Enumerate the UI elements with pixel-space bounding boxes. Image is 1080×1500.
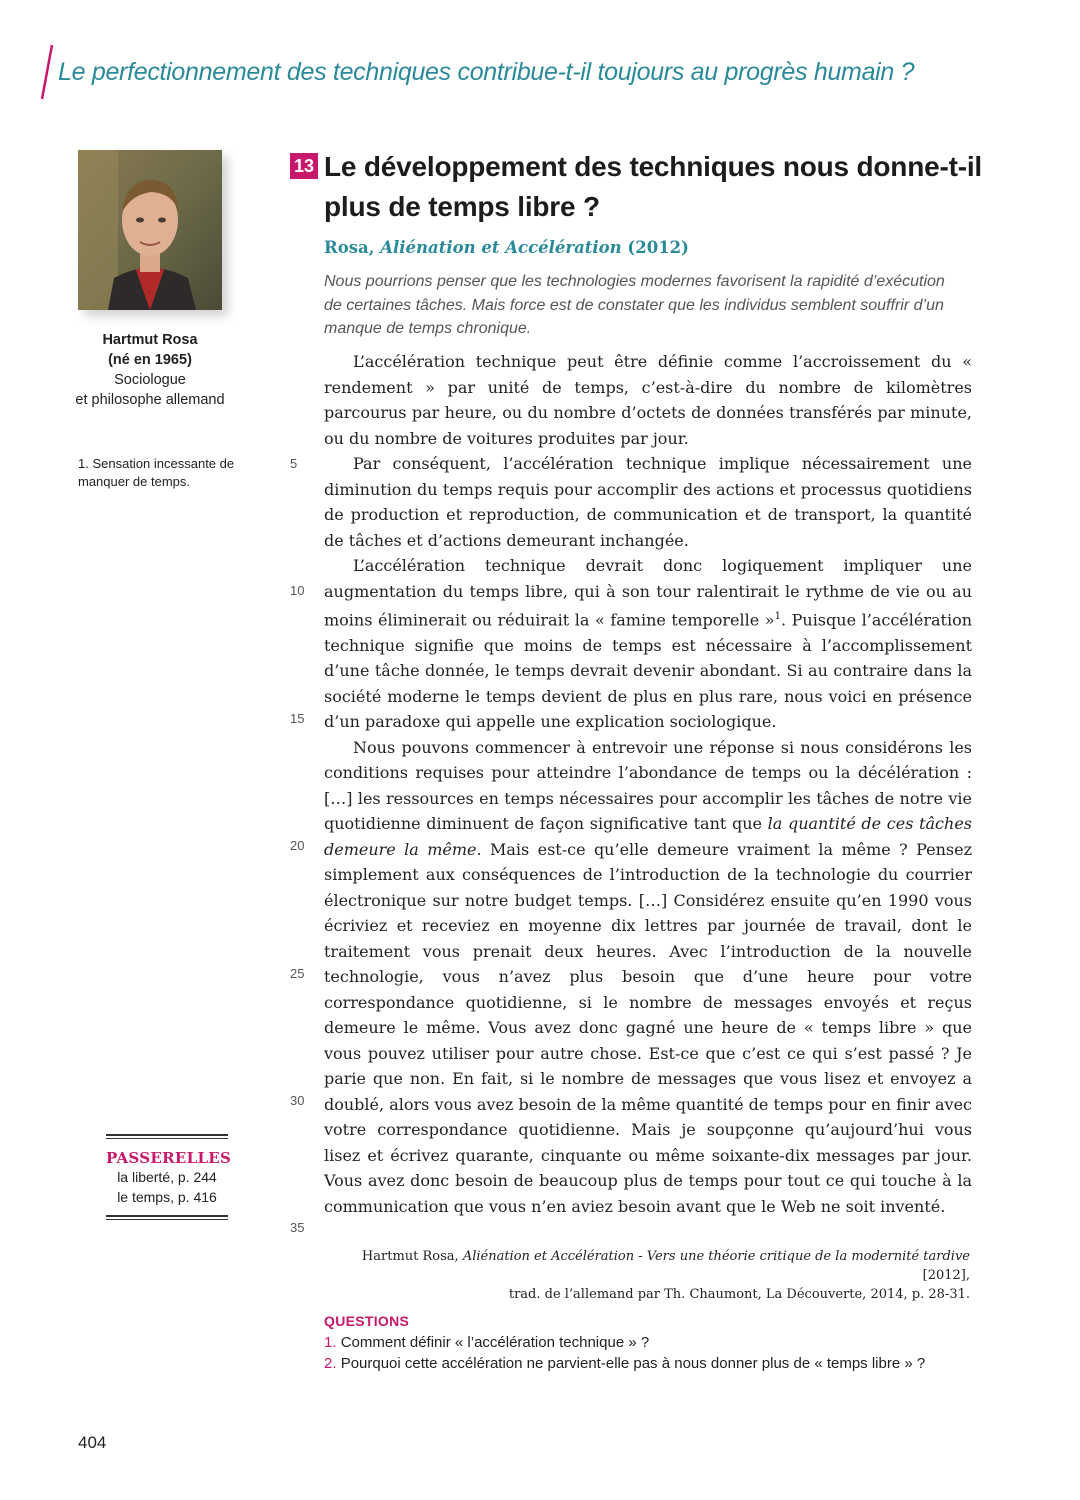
article-intro: Nous pourrions penser que les technologies modernes favorisent la rapidité d’exécution de certaines tâches. Mais force est de constater que les individus semblent souffrir d’un manque de temps chronique.	[324, 273, 945, 337]
header-accent-bar	[40, 44, 45, 100]
source-year: (2012)	[627, 238, 689, 257]
page-number: 404	[78, 1433, 107, 1452]
line-number: 10	[290, 583, 305, 598]
citation: Hartmut Rosa, Aliénation et Accélération - Vers une théorie critique de la modernité tardive [2012], trad. de l’allemand par Th. Chaumont, La Découverte, 2014, p. 28-31.	[361, 1249, 970, 1302]
passerelles-box	[106, 1134, 232, 1220]
author-info	[70, 330, 230, 410]
line-number: 25	[290, 966, 305, 981]
passerelles-link-liberte[interactable]: la liberté, p. 244	[117, 1169, 217, 1185]
line-number: 35	[290, 1220, 305, 1235]
source-work: Aliénation et Accélération	[380, 238, 622, 257]
author-role-2: et philosophe allemand	[75, 392, 225, 408]
chapter-header: Le perfectionnement des techniques contribue-t-il toujours au progrès humain ?	[58, 58, 915, 86]
line-number: 20	[290, 838, 305, 853]
divider	[106, 1215, 228, 1220]
questions-section	[324, 1311, 964, 1374]
author-role: Sociologue	[114, 372, 186, 388]
paragraph: Nous pouvons commencer à entrevoir une réponse si nous considérons les conditions requises pour atteindre l’abondance de temps ou la décélération : […] les ressources en temps nécessaires pour accomplir les tâches de notre vie quotidienne diminuent de façon significative tant que la quantité de ces tâches demeure la même. Mais est-ce qu’elle demeure vraiment la même ? Pensez simplement aux conséquences de l’introduction de la technologie du courrier électronique sur notre budget temps. […] Considérez ensuite qu’en 1990 vous écriviez et receviez en moyenne dix lettres par journée de travail, dont le traitement vous prenait deux heures. Avec l’introduction de la nouvelle technologie, vous n’avez plus besoin que d’une heure pour votre correspondance quotidienne, si le nombre de messages envoyés et reçus demeure le même. Vous avez donc gagné une heure de « temps libre » que vous pouvez utiliser pour autre chose. Est-ce que c’est ce qui s’est passé ? Je parie que non. En fait, si le nombre de messages que vous lisez et envoyez a doublé, alors vous avez besoin de la même quantité de temps pour en finir avec votre correspondance quotidienne. Mais je soupçonne qu’aujourd’hui vous lisez et écrivez quarante, cinquante ou même soixante-dix messages par jour. Vous avez donc besoin de beaucoup plus de temps pour tout ce qui touche à la communication que vous n’en aviez besoin avant que le Web ne soit inventé.	[324, 737, 973, 1216]
paragraph: L’accélération technique devrait donc logiquement impliquer une augmentation du temps libre, qui à son tour ralentirait le rythme de vie ou au moins éliminerait ou réduirait la « famine temporelle »$^1$. Puisque l’accélération technique signifie que moins de temps est nécessaire à l’accomplissement d’une tâche donnée, le temps devrait devenir abondant. Si au contraire dans la société moderne le temps devient de plus en plus rare, nous voici en présence d’un paradoxe qui appelle une explication sociologique.	[324, 556, 973, 732]
article-body	[324, 349, 972, 1219]
passerelles-title: PASSERELLES	[106, 1149, 232, 1167]
questions-title: QUESTIONS	[324, 1313, 410, 1329]
paragraph: Par conséquent, l’accélération technique implique nécessairement une diminution du temps requis pour accomplir des actions et processus quotidiens de production et reproduction, de communication et de transport, la quantité de tâches et d’actions demeurant inchangée.	[324, 454, 972, 550]
line-number: 15	[290, 711, 305, 726]
footnote-ref[interactable]: 1	[774, 611, 781, 622]
author-name: Hartmut Rosa	[102, 332, 198, 348]
author-portrait	[78, 150, 222, 310]
footnote: 1. Sensation incessante de manquer de temps.	[78, 456, 235, 489]
passerelles-link-temps[interactable]: le temps, p. 416	[117, 1189, 217, 1205]
article-source	[324, 238, 689, 257]
question-item: 1. Comment définir « l’accélération technique » ?	[324, 1334, 650, 1351]
article-title: Le développement des techniques nous donne-t-il plus de temps libre ?	[324, 151, 983, 222]
question-item: 2. Pourquoi cette accélération ne parvient-elle pas à nous donner plus de « temps libre » ?	[324, 1355, 926, 1372]
line-number: 5	[290, 456, 298, 471]
divider	[106, 1134, 228, 1139]
source-author: Rosa,	[324, 238, 375, 257]
author-birth: (né en 1965)	[108, 352, 192, 368]
line-number: 30	[290, 1093, 305, 1108]
text-number-badge: 13	[290, 153, 318, 179]
paragraph: L’accélération technique peut être définie comme l’accroissement du « rendement » par unité de temps, c’est-à-dire du nombre de kilomètres parcourus par heure, ou du nombre d’octets de données transférés par minute, ou du nombre de voitures produites par jour.	[324, 352, 972, 448]
